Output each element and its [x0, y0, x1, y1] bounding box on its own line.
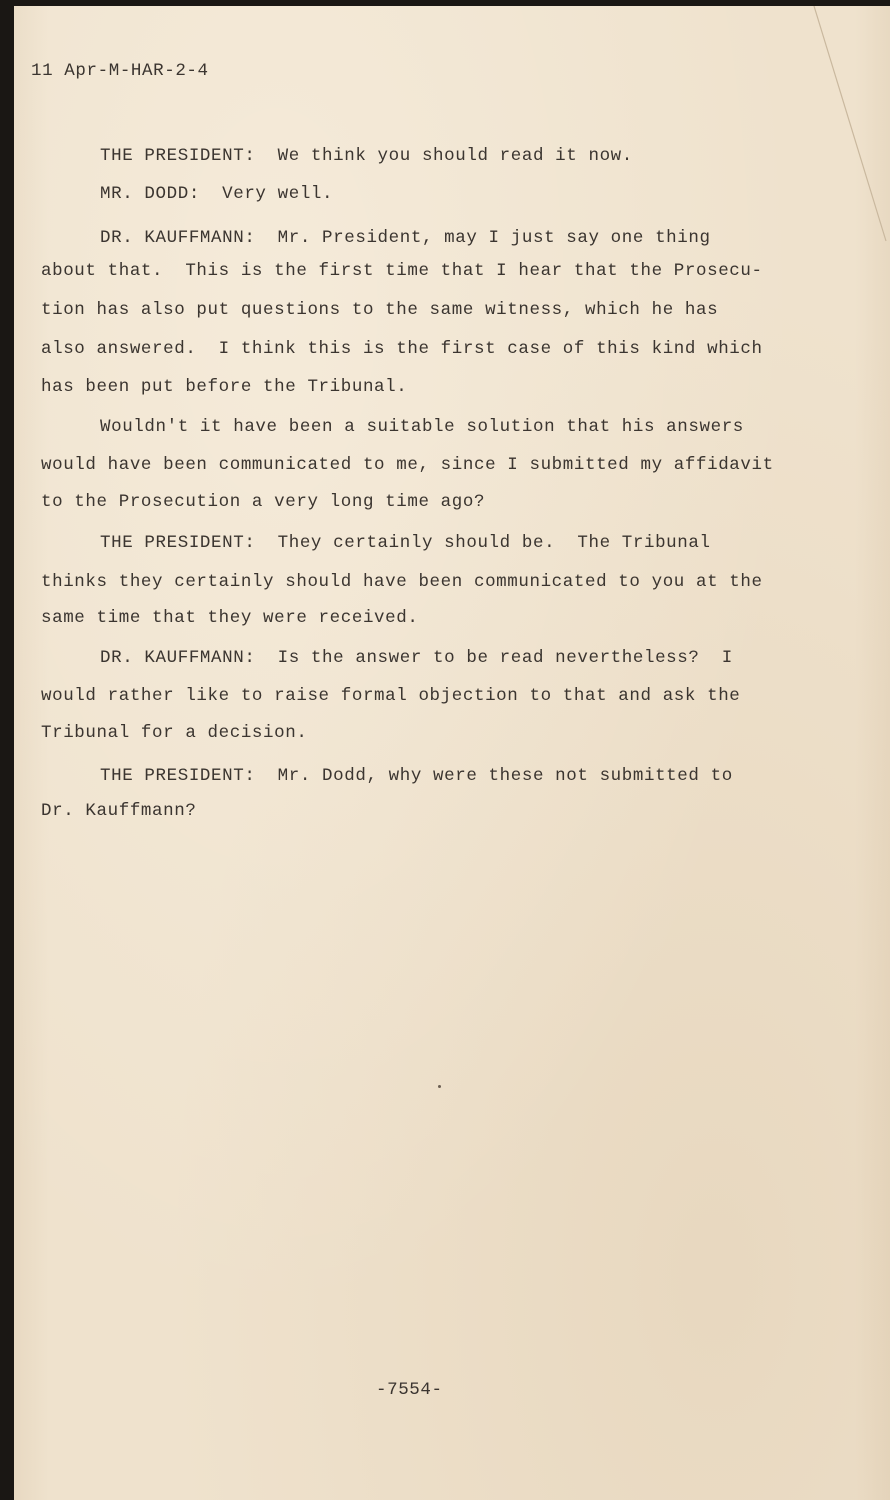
text-line: THE PRESIDENT: They certainly should be. The Tribunal — [100, 533, 711, 553]
text-line: would have been communicated to me, since I submitted my affidavit — [41, 455, 774, 475]
text-line: Dr. Kauffmann? — [41, 801, 197, 821]
page-number: -7554- — [376, 1380, 443, 1400]
text-line: same time that they were received. — [41, 608, 419, 628]
text-line: tion has also put questions to the same witness, which he has — [41, 300, 719, 320]
text-line: THE PRESIDENT: We think you should read it now. — [100, 146, 633, 166]
text-line: has been put before the Tribunal. — [41, 377, 408, 397]
document-header-id: 11 Apr-M-HAR-2-4 — [31, 61, 209, 81]
text-line: would rather like to raise formal objection to that and ask the — [41, 686, 741, 706]
text-line: Wouldn't it have been a suitable solution that his answers — [100, 417, 744, 437]
text-line: to the Prosecution a very long time ago? — [41, 492, 486, 512]
text-line: also answered. I think this is the first case of this kind which — [41, 339, 763, 359]
text-line: thinks they certainly should have been communicated to you at the — [41, 572, 763, 592]
text-line: DR. KAUFFMANN: Mr. President, may I just say one thing — [100, 228, 711, 248]
typewritten-page — [14, 6, 890, 1500]
ink-speck — [438, 1085, 441, 1088]
text-line: MR. DODD: Very well. — [100, 184, 334, 204]
text-line: about that. This is the first time that I hear that the Prosecu- — [41, 261, 763, 281]
text-line: THE PRESIDENT: Mr. Dodd, why were these not submitted to — [100, 766, 733, 786]
text-line: DR. KAUFFMANN: Is the answer to be read nevertheless? I — [100, 648, 733, 668]
paper-fold-line — [14, 6, 890, 266]
text-line: Tribunal for a decision. — [41, 723, 308, 743]
